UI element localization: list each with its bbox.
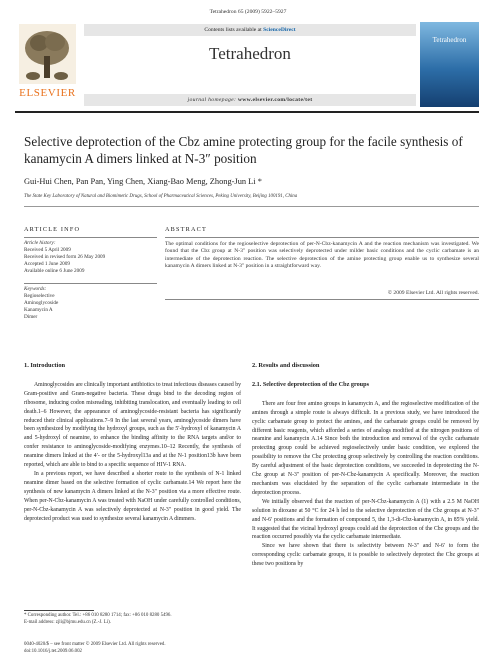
paragraph: There are four free amino groups in kanamycin A, and the regioselective modification of the amines through a simple route is always difficult. In a previous study, we have introduced the cyclic carbamate group to protect the amines, and the carbamate groups could be removed by different basic reagents, which afforded a series of analogs modified at the nitrogen positions of neamine and kanamycin A.14 Since both the introduction and removal of the cyclic carbamate protecting group could be achieved regioselectively under basic condition, we explored the possibility to remove the Cbz protecting group selectively by controlling the reaction conditions. By careful adjustment of the basic deprotection conditions, we succeeded in deprotecting the N-Cbz group at N-3″ position of per-N-Cbz-kanamycin A specifically. Moreover, the reaction mechanism was elucidated by the separation of the cyclic carbamate intermediate in the deprotection process. bbox=[252, 400, 479, 496]
author-list: Gui-Hui Chen, Pan Pan, Ying Chen, Xiang-Bao Meng, Zhong-Jun Li * bbox=[24, 177, 262, 186]
sciencedirect-link[interactable]: ScienceDirect bbox=[263, 27, 296, 33]
article-history bbox=[24, 240, 157, 275]
results-column bbox=[252, 362, 479, 569]
contents-bar bbox=[84, 24, 416, 36]
keyword: Kanamycin A bbox=[24, 307, 53, 313]
homepage-bar bbox=[84, 94, 416, 106]
paragraph: In a previous report, we have described a shorter route to the synthesis of N-1 linked neamine dimer based on the selective formation of cyclic carbamate.14 We report here the synthesis of new kanamycin A dimers linked at the N-3″ position via a more effective route. When per-N-Cbz-kanamycin A was treated with NaOH under carefully controlled conditions, per-N-Cbz-kanamycin A was selectively deprotected at N-3″ position in good yield. The deprotected product was used to synthesize several kanamycin A dimmers. bbox=[24, 470, 241, 522]
paragraph: We initially observed that the reaction of per-N-Cbz-kanamycin A (1) with a 2.5 M NaOH solution in dioxane at 50 °C for 24 h led to the selective deprotection of the Cbz groups at N-3″ and N-6′ positions and the formation of compound 5, the 1,3-di-Cbz-kanamycin A, in 85% yield. It suggested that the vicinal hydroxyl groups could aid the deprotection of the Cbz groups and the reaction occurred possibly via the cyclic carbamate intermediate. bbox=[252, 498, 479, 541]
article-identifiers bbox=[24, 642, 254, 655]
paragraph: Aminoglycosides are clinically important antibiotics to treat infectious diseases caused by Gram-positive and Gram-negative bacteria. These drugs bind to the decoding region of ribosome, inducing codon misreading, inhibiting translocation, and eventually leading to cell death.1–6 However, the appearance of aminoglycoside-resistant bacteria has significantly reduced their clinical applications.7–9 In the last several years, aminoglycoside dimers have been synthesized by modifying the hydroxyl groups, such as the 5′-hydroxyl of kanamycin A and 5-hydroxyl of neamine, to enhance the binding affinity to the RNA targets and/or to confer resistance to aminoglycoside-modifying enzymes.10–12 Recently, the synthesis of neamine dimers linked at the 4′- or the 5-hydroxyl13a and at the N-1 position13b have been reported, which are able to bind to a specific sequence of HIV-1 RNA. bbox=[24, 381, 241, 469]
footnote bbox=[24, 613, 241, 626]
history-item: Received 5 April 2009 bbox=[24, 247, 71, 253]
history-label: Article history: bbox=[24, 240, 56, 246]
homepage-link[interactable]: www.elsevier.com/locate/tet bbox=[237, 97, 313, 103]
contents-label: Contents lists available at bbox=[204, 27, 264, 33]
journal-cover-image[interactable] bbox=[420, 22, 479, 107]
journal-title: Tetrahedron bbox=[209, 44, 291, 63]
abstract-copyright: © 2009 Elsevier Ltd. All rights reserved. bbox=[387, 290, 479, 296]
paragraph: Since we have shown that there is selectivity between N-3″ and N-6′ to form the corresponding cyclic carbamate groups, it is possible to selectively deprotect the Cbz groups at these two positions by bbox=[252, 543, 479, 568]
history-item: Accepted 1 June 2009 bbox=[24, 261, 70, 267]
introduction-heading: 1. Introduction bbox=[24, 362, 66, 369]
results-heading: 2. Results and discussion bbox=[252, 362, 320, 369]
header-divider bbox=[15, 111, 479, 113]
homepage-label: journal homepage: bbox=[187, 97, 238, 103]
history-item: Received in revised form 26 May 2009 bbox=[24, 254, 106, 260]
elsevier-tree-icon bbox=[19, 24, 76, 84]
affiliation: The State Key Laboratory of Natural and Biomimetic Drugs, School of Pharmaceutical Sciences, Peking University, Beijing 100191, China bbox=[24, 194, 298, 199]
article-info-heading: ARTICLE INFO bbox=[24, 226, 81, 233]
keywords-label: Keywords: bbox=[24, 286, 47, 292]
keyword: Regioselective bbox=[24, 293, 55, 299]
cover-title: Tetrahedron bbox=[432, 36, 467, 44]
journal-reference: Tetrahedron 65 (2009) 5922–5927 bbox=[209, 9, 287, 15]
abstract-heading: ABSTRACT bbox=[165, 226, 207, 233]
elsevier-logo[interactable] bbox=[15, 24, 80, 103]
introduction-column bbox=[24, 362, 241, 523]
abstract-text: The optimal conditions for the regioselective deprotection of per-N-Cbz-kanamycin A and the reaction mechanism was investigated. We found that the Cbz group at N-3″ position was selectively deprotected under milder basic conditions and the cyclic carbamate is an intermediate of the deprotection reaction. The selective deprotection of the amine protecting group enable us to synthesize several kanamycin A dimers linked at N-3″ position in a straightforward way. bbox=[165, 241, 479, 270]
keywords bbox=[24, 286, 157, 321]
elsevier-wordmark: ELSEVIER bbox=[19, 87, 76, 99]
article-info-divider bbox=[24, 237, 157, 238]
doi-link[interactable]: doi:10.1016/j.tet.2009.06.002 bbox=[24, 648, 83, 654]
issn-line: 0040-4020/$ – see front matter © 2009 Elsevier Ltd. All rights reserved. bbox=[24, 642, 166, 647]
results-subheading: 2.1. Selective deprotection of the Cbz groups bbox=[252, 380, 369, 388]
corresponding-author: * Corresponding author. Tel.: +86 010 8280 1714; fax: +86 010 8280 5496. bbox=[24, 613, 172, 618]
title-divider bbox=[24, 206, 479, 207]
abstract-bottom-divider bbox=[165, 299, 479, 300]
keywords-divider bbox=[24, 283, 157, 284]
email-address[interactable]: E-mail address: zjli@bjmu.edu.cn (Z.-J. Li). bbox=[24, 619, 111, 625]
keyword: Aminoglycoside bbox=[24, 300, 59, 306]
keyword: Dimer bbox=[24, 314, 38, 320]
abstract-divider bbox=[165, 237, 479, 238]
history-item: Available online 6 June 2009 bbox=[24, 268, 85, 274]
article-title: Selective deprotection of the Cbz amine protecting group for the facile synthesis of kanamycin A dimers linked at N-3″ position bbox=[24, 134, 463, 166]
footnote-divider bbox=[24, 610, 94, 611]
